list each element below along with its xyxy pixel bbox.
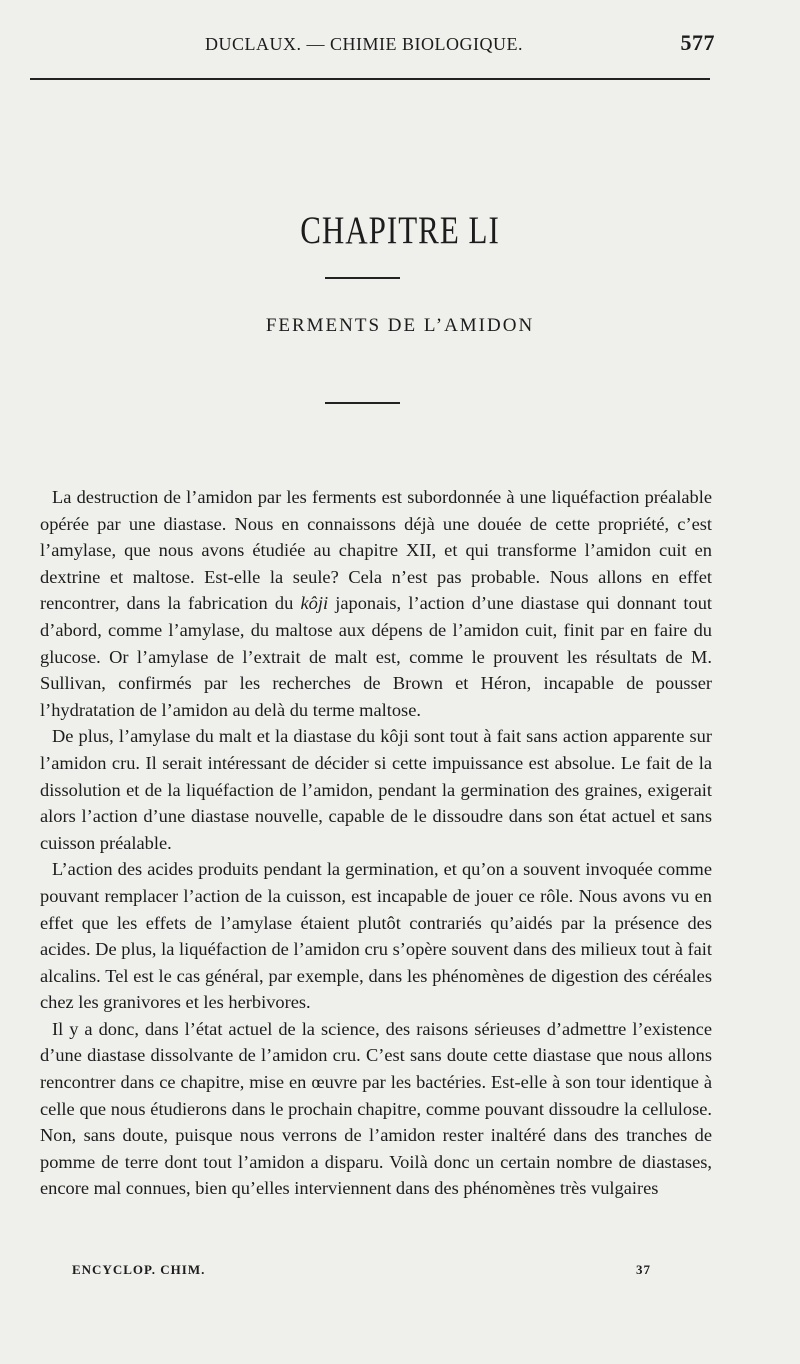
paragraph-text: japonais, l’action d’une diastase qui donnant tout d’abord, comme l’amylase, du maltose aux dépens de l’amidon cuit, finit par en faire du glucose. Or l’amylase de l’extrait de malt est, comme le prouvent les résultats de M. Sullivan, confirmés par les recherches de Brown et Héron, incapable de pousser l’hydratation de l’amidon au delà du terme maltose. xyxy=(40,593,713,720)
paragraph: Il y a donc, dans l’état actuel de la science, des raisons sérieuses d’admettre l’existence d’une diastase dissolvante de l’amidon cru. C’est sans doute cette diastase que nous allons rencontrer dans ce chapitre, mise en œuvre par les bactéries. Est-elle à son tour identique à celle que nous étudierons dans le prochain chapitre, comme pouvant dissoudre la cellulose. Non, sans doute, puisque nous verrons de l’amidon rester inaltéré dans des tranches de pomme de terre dont tout l’amidon a disparu. Voilà donc un certain nombre de diastases, encore mal connues, bien qu’elles interviennent dans des phénomènes très vulgaires xyxy=(40,1018,712,1199)
title-separator-top xyxy=(325,277,400,279)
running-header xyxy=(40,30,715,60)
chapter-title: CHAPITRE LI xyxy=(300,208,500,252)
running-title: DUCLAUX. — CHIMIE BIOLOGIQUE. xyxy=(205,34,523,54)
page-number: 577 xyxy=(680,30,715,55)
sheet-number: 37 xyxy=(636,1262,651,1277)
title-separator-bottom xyxy=(325,402,400,404)
paragraph xyxy=(40,484,712,723)
body-text xyxy=(40,484,712,1202)
header-rule xyxy=(30,78,710,80)
paragraph: L’action des acides produits pendant la germination, et qu’on a souvent invoquée comme pouvant remplacer l’action de la cuisson, est incapable de jouer ce rôle. Nous avons vu en effet que les effets de l’amylase étaient plutôt contrariés qu’aidés par la présence des acides. De plus, la liquéfaction de l’amidon cru s’opère souvent dans des milieux tout à fait alcalins. Tel est le cas général, par exemple, dans les phénomènes de digestion des céréales chez les granivores et les herbivores. xyxy=(40,859,712,1013)
paragraph: De plus, l’amylase du malt et la diastase du kôji sont tout à fait sans action apparente sur l’amidon cru. Il serait intéressant de décider si cette impuissance est absolue. Le fait de la dissolution et de la liquéfaction de l’amidon, pendant la germination des graines, exigerait alors l’action d’une diastase nouvelle, capable de le dissoudre dans son état actuel et sans cuisson préalable. xyxy=(40,726,712,853)
chapter-subtitle: FERMENTS DE L’AMIDON xyxy=(265,315,535,336)
paragraph-text: La destruction de l’amidon par les ferments est subordonnée à une liquéfaction préalable opérée par une diastase. Nous en connaissons déjà une douée de cette propriété, c’est l’amylase, que nous avons étudiée au chapitre XII, et qui transforme l’amidon cuit en dextrine et maltose. Est-elle la seule? Cela n’est pas probable. Nous allons en effet rencontrer, dans la fabrication du xyxy=(40,487,712,614)
signature-mark: ENCYCLOP. CHIM. xyxy=(72,1262,206,1277)
italic-term: kôji xyxy=(300,593,329,614)
